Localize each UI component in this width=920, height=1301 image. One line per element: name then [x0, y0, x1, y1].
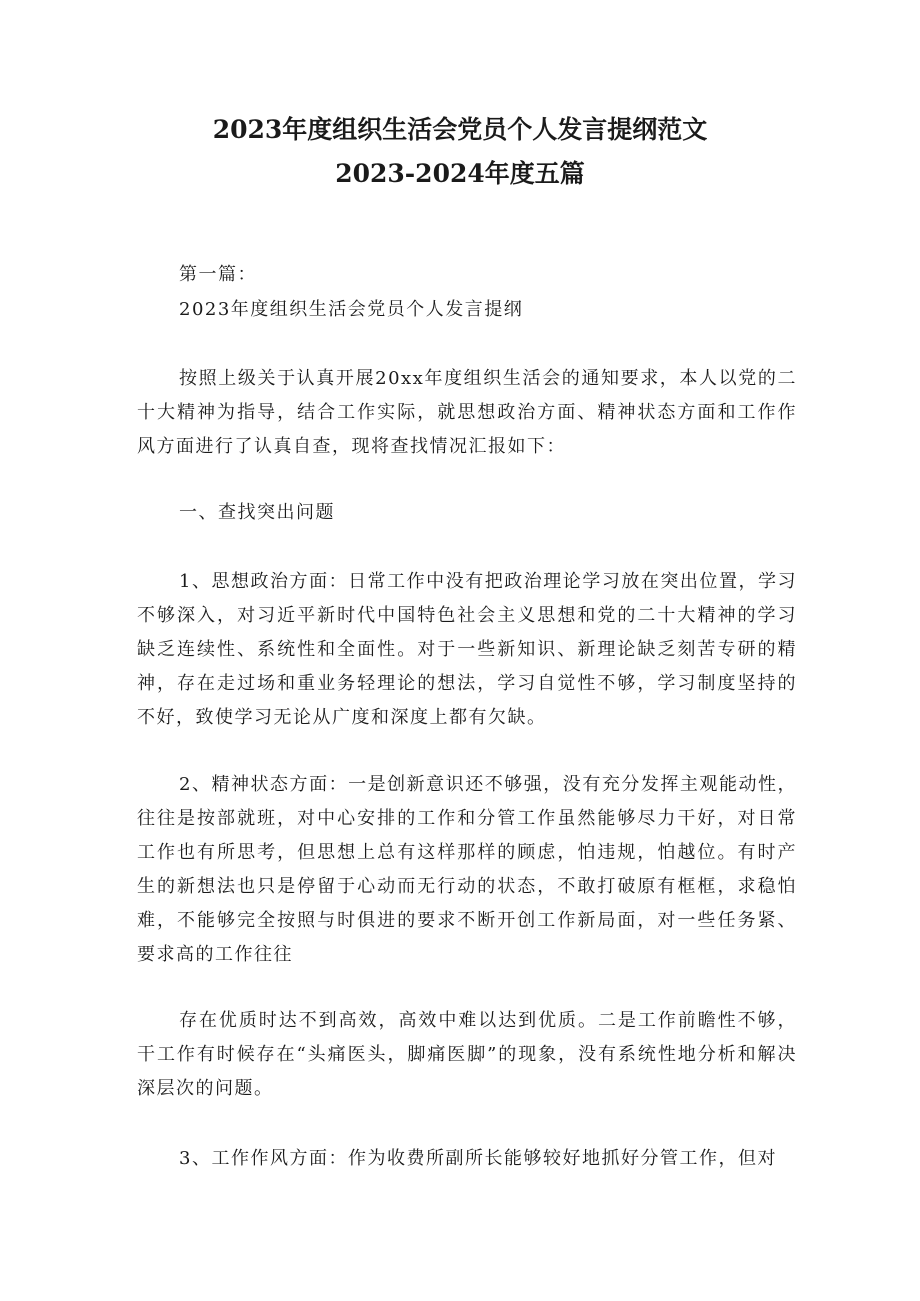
paragraph-item-2-continued: 存在优质时达不到高效，高效中难以达到优质。二是工作前瞻性不够，干工作有时候存在“头痛医头，脚痛医脚”的现象，没有系统性地分析和解决深层次的问题。: [137, 1010, 797, 1099]
paragraph-item-1: 1、思想政治方面：日常工作中没有把政治理论学习放在突出位置，学习不够深入，对习近平新时代中国特色社会主义思想和党的二十大精神的学习缺乏连续性、系统性和全面性。对于一些新知识、新理论缺乏刻苦专研的精神，存在走过场和重业务轻理论的想法，学习自觉性不够，学习制度坚持的不好，致使学习无论从广度和深度上都有欠缺。: [137, 571, 797, 728]
paragraph-item-2: 2、精神状态方面：一是创新意识还不够强，没有充分发挥主观能动性，往往是按部就班，对中心安排的工作和分管工作虽然能够尽力干好，对日常工作也有所思考，但思想上总有这样那样的顾虑，怕违规，怕越位。有时产生的新想法也只是停留于心动而无行动的状态，不敢打破原有框框，求稳怕难，不能够完全按照与时俱进的要求不断开创工作新局面，对一些任务紧、要求高的工作往往: [137, 774, 797, 965]
subtitle: 2023年度组织生活会党员个人发言提纲: [179, 299, 524, 320]
paragraph-item-3: 3、工作作风方面：作为收费所副所长能够较好地抓好分管工作，但对: [179, 1148, 777, 1169]
document-title-year: 2023-2024年度五篇: [335, 159, 585, 188]
section-label: 第一篇：: [179, 264, 257, 285]
document-title: 2023年度组织生活会党员个人发言提纲范文: [212, 115, 708, 144]
intro-paragraph: 按照上级关于认真开展20xx年度组织生活会的通知要求，本人以党的二十大精神为指导，结合工作实际，就思想政治方面、精神状态方面和工作作风方面进行了认真自查，现将查找情况汇报如下：: [137, 368, 797, 457]
section-heading: 一、查找突出问题: [179, 502, 335, 523]
